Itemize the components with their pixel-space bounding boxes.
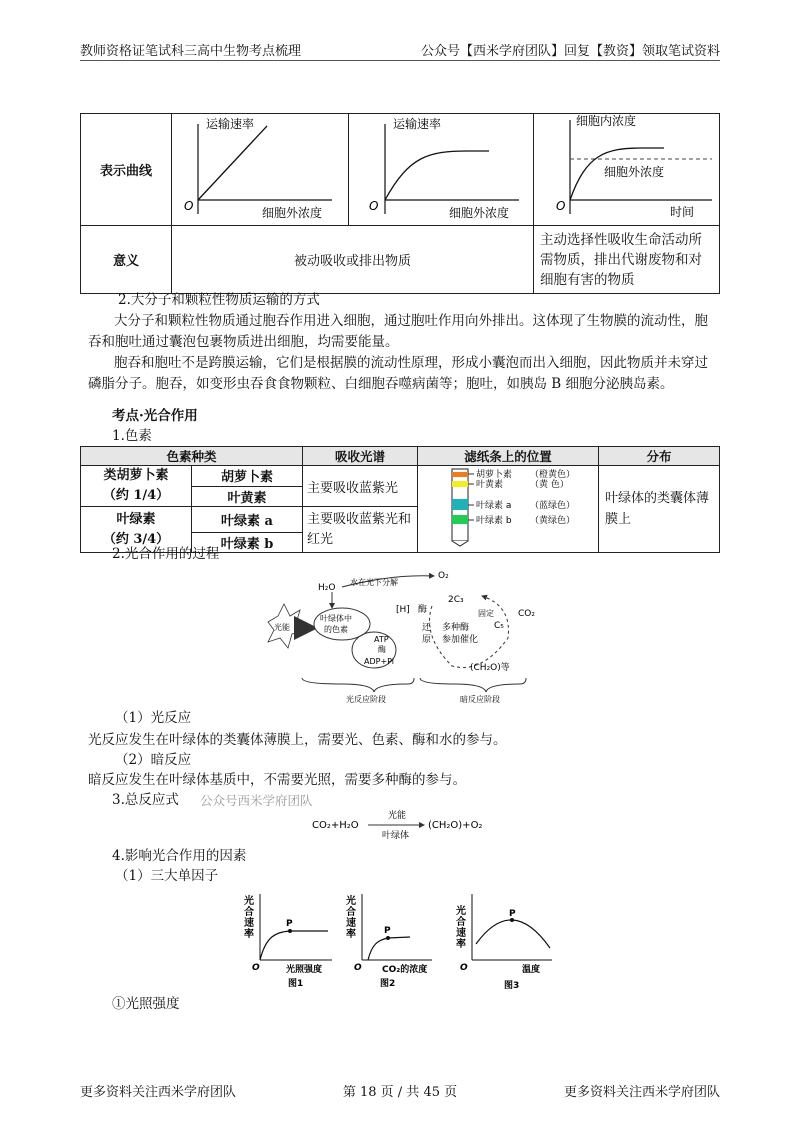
fig1-y1: 光 xyxy=(244,896,254,907)
dg-reduce2: 原 xyxy=(422,635,432,645)
dg-enz2: 酶 xyxy=(378,645,386,654)
dg-adp: ADP+Pi xyxy=(364,657,395,666)
eq-top: 光能 xyxy=(388,811,407,821)
dg-chloro2: 的色素 xyxy=(324,625,348,634)
dg-h: [H] xyxy=(396,605,410,615)
process-heading: 2.光合作用的过程 xyxy=(112,546,220,562)
passive-meaning: 被动吸收或排出物质 xyxy=(172,226,534,294)
th-absorb: 吸收光谱 xyxy=(303,447,418,466)
row-label-curve: 表示曲线 xyxy=(81,114,172,226)
factor-fig1 xyxy=(240,888,340,990)
fig1-y3: 速 xyxy=(244,918,254,929)
header-left: 教师资格证笔试科三高中生物考点梳理 xyxy=(80,44,302,59)
header-divider xyxy=(80,60,720,61)
footer-left: 更多资料关注西米学府团队 xyxy=(80,1085,237,1100)
dg-chloro1: 叶绿体中 xyxy=(320,614,352,623)
strip-label-1: 胡萝卜素 xyxy=(476,470,513,480)
fig2-y1: 光 xyxy=(346,896,356,907)
graph-active xyxy=(534,114,719,221)
eq-right: (CH₂O)+O₂ xyxy=(428,820,483,831)
dg-fix: 固定 xyxy=(478,609,494,618)
fig2-origin: O xyxy=(354,963,362,973)
graph3-origin: O xyxy=(556,199,566,213)
graph1-ylabel: 运输速率 xyxy=(206,117,255,131)
factor-fig2 xyxy=(342,888,442,990)
fig3-y4: 率 xyxy=(456,939,466,950)
light-intensity-heading: ①光照强度 xyxy=(112,996,180,1012)
fig1-y2: 合 xyxy=(244,907,254,918)
th-distribution: 分布 xyxy=(599,447,720,466)
fig2-xlabel: CO₂的浓度 xyxy=(382,965,428,975)
strip-label-4: 叶绿素 b xyxy=(476,516,512,526)
fig3-xlabel: 温度 xyxy=(522,965,541,975)
pigment-xanthophyll: 叶黄素 xyxy=(192,486,303,507)
watermark: 公众号西米学府团队 xyxy=(200,793,313,808)
graph2-origin: O xyxy=(369,199,379,213)
total-equation xyxy=(312,806,512,842)
pigment-chl-a: 叶绿素 a xyxy=(192,507,303,533)
dg-o2: O₂ xyxy=(438,571,449,581)
section2-para2: 胞吞和胞吐不是跨膜运输，它们是根据膜的流动性原理，形成小囊泡而出入细胞，因此物质并未穿过磷脂分子。胞吞，如变形虫吞食食物颗粒、白细胞吞噬病菌等；胞吐，如胰岛 B 细胞分泌胰岛素。 xyxy=(88,355,708,392)
kaodian-title: 考点·光合作用 xyxy=(112,408,198,424)
strip-color-3: （蓝绿色） xyxy=(530,501,576,511)
graph1-xlabel: 细胞外浓度 xyxy=(262,206,323,220)
band-chlorophyll-b xyxy=(452,515,468,524)
dg-light: 光能 xyxy=(274,623,290,632)
page-number: 第 18 页 / 共 45 页 xyxy=(342,1085,458,1100)
fig2-y4: 率 xyxy=(346,929,356,940)
graph3-ylabel: 细胞内浓度 xyxy=(576,114,637,128)
factor-fig3 xyxy=(452,888,562,990)
dg-enzyme: 酶 xyxy=(418,605,428,615)
fig1-point: P xyxy=(286,919,293,929)
factors-sub: （1）三大单因子 xyxy=(115,868,219,884)
dg-ch2o: (CH₂O)等 xyxy=(470,663,510,673)
chromatography-strip xyxy=(418,466,598,548)
fig1-origin: O xyxy=(252,963,260,973)
fig1-caption: 图1 xyxy=(288,979,304,989)
strip-label-2: 叶黄素 xyxy=(476,480,504,490)
pigment-heading: 1.色素 xyxy=(112,428,152,444)
strip-cell xyxy=(418,466,599,553)
transport-table xyxy=(80,113,720,294)
graph-cell-1 xyxy=(172,114,349,226)
dark-react-title: （2）暗反应 xyxy=(115,752,192,768)
light-react-title: （1）光反应 xyxy=(115,710,192,726)
factors-title: 4.影响光合作用的因素 xyxy=(112,848,247,864)
band-chlorophyll-a xyxy=(452,499,468,510)
fig2-y3: 速 xyxy=(346,918,356,929)
fig1-y4: 率 xyxy=(244,929,254,940)
band-carotene xyxy=(452,472,468,477)
photosynthesis-diagram xyxy=(262,566,552,706)
strip-label-3: 叶绿素 a xyxy=(476,501,512,511)
absorb-chlorophyll: 主要吸收蓝紫光和红光 xyxy=(303,507,418,553)
strip-color-2: （黄 色） xyxy=(530,480,569,490)
eq-bottom: 叶绿体 xyxy=(382,831,410,841)
distribution: 叶绿体的类囊体薄膜上 xyxy=(599,466,720,553)
pigment-chl-b: 叶绿素 b xyxy=(192,532,303,553)
band-xanthophyll xyxy=(452,481,468,487)
row-label-meaning: 意义 xyxy=(81,226,172,294)
dg-stage1: 光反应阶段 xyxy=(346,695,386,704)
active-meaning: 主动选择性吸收生命活动所需物质，排出代谢废物和对细胞有害的物质 xyxy=(534,226,720,294)
eq-left: CO₂+H₂O xyxy=(312,820,359,831)
light-react-text: 光反应发生在叶绿体的类囊体薄膜上，需要光、色素、酶和水的参与。 xyxy=(88,732,507,748)
dg-multi2: 参加催化 xyxy=(442,635,479,645)
fig3-origin: O xyxy=(460,963,468,973)
graph3-dash-label: 细胞外浓度 xyxy=(604,165,665,179)
carotenoid-group xyxy=(81,466,192,507)
section2-heading: 2.大分子和颗粒性物质运输的方式 xyxy=(118,292,320,308)
graph-linear xyxy=(172,114,348,221)
fig3-y2: 合 xyxy=(456,917,466,928)
graph-cell-3 xyxy=(534,114,720,226)
chlorophyll-ratio: （约 3/4） xyxy=(102,531,170,547)
footer-right: 更多资料关注西米学府团队 xyxy=(563,1085,720,1100)
strip-color-1: （橙黄色） xyxy=(530,470,576,480)
fig1-xlabel: 光照强度 xyxy=(286,965,323,975)
header-right: 公众号【西米学府团队】回复【教资】领取笔试资料 xyxy=(420,44,720,59)
pigment-carotene: 胡萝卜素 xyxy=(192,466,303,487)
fig3-caption: 图3 xyxy=(504,981,520,990)
fig3-y1: 光 xyxy=(456,906,466,917)
dg-c3: 2C₃ xyxy=(448,595,464,605)
graph-cell-2 xyxy=(349,114,534,226)
graph1-origin: O xyxy=(184,199,194,213)
fig3-y3: 速 xyxy=(456,928,466,939)
carotenoid-ratio: （约 1/4） xyxy=(102,488,170,503)
strip-color-4: （黄绿色） xyxy=(530,516,576,526)
graph2-xlabel: 细胞外浓度 xyxy=(449,206,510,220)
graph-saturating xyxy=(349,114,533,221)
dg-multi1: 多种酶 xyxy=(442,623,470,633)
dg-atp: ATP xyxy=(374,635,389,644)
dg-co2: CO₂ xyxy=(518,609,535,619)
total-reaction-title: 3.总反应式 xyxy=(112,792,179,808)
dg-reduce1: 还 xyxy=(422,623,432,633)
graph3-xlabel: 时间 xyxy=(670,205,695,219)
absorb-carotenoid: 主要吸收蓝紫光 xyxy=(303,466,418,507)
dg-c5: C₅ xyxy=(494,621,504,631)
graph2-ylabel: 运输速率 xyxy=(393,117,442,131)
th-pigment: 色素种类 xyxy=(81,447,303,466)
chlorophyll-name: 叶绿素 xyxy=(116,511,156,527)
fig2-caption: 图2 xyxy=(380,979,396,989)
pigment-table xyxy=(80,446,720,553)
dark-react-text: 暗反应发生在叶绿体基质中，不需要光照，需要多种酶的参与。 xyxy=(88,772,466,788)
dg-split: 水在光下分解 xyxy=(350,578,398,587)
carotenoid-name: 类胡萝卜素 xyxy=(103,468,169,483)
section2-para1: 大分子和颗粒性物质通过胞吞作用进入细胞，通过胞吐作用向外排出。这体现了生物膜的流动性，胞吞和胞吐通过囊泡包裹物质进出细胞，均需要能量。 xyxy=(88,313,708,350)
fig2-point: P xyxy=(384,926,391,936)
dg-stage2: 暗反应阶段 xyxy=(460,695,500,704)
fig3-point: P xyxy=(509,909,516,919)
th-position: 滤纸条上的位置 xyxy=(418,447,599,466)
dg-h2o: H₂O xyxy=(318,583,336,593)
fig2-y2: 合 xyxy=(346,907,356,918)
